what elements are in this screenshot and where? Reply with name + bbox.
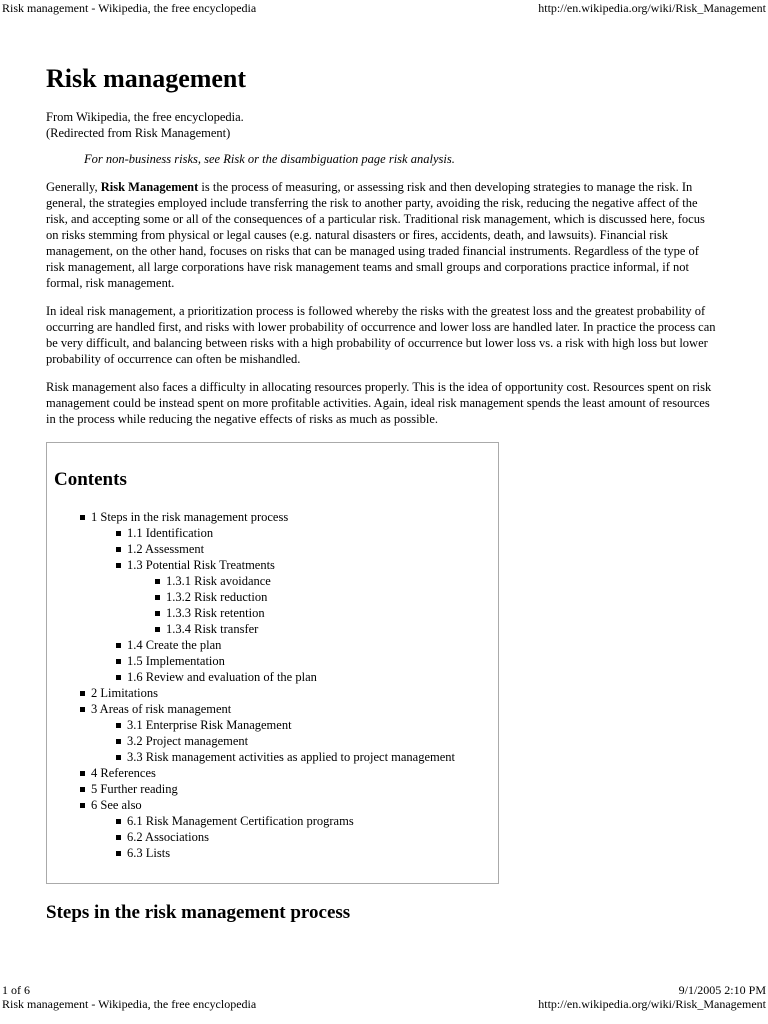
bullet-icon xyxy=(116,531,121,536)
toc-item-label[interactable]: 1.3.4 Risk transfer xyxy=(166,622,259,636)
bullet-icon xyxy=(116,547,121,552)
bullet-icon xyxy=(80,515,85,520)
bullet-icon xyxy=(80,707,85,712)
bullet-icon xyxy=(80,787,85,792)
print-header xyxy=(2,1,766,15)
bullet-icon xyxy=(116,563,121,568)
toc-item-label[interactable]: 5 Further reading xyxy=(91,782,178,796)
paragraph-3: Risk management also faces a difficulty in allocating resources properly. This is the idea of opportunity cost. Resources spent on risk management could be instead spent on more profitable activities. Again, ideal risk management spends the least amount of resources in the process while reducing the negative effects of risks as much as possible. xyxy=(46,380,712,426)
toc-item-label[interactable]: 3.2 Project management xyxy=(127,734,249,748)
toc-item[interactable] xyxy=(54,557,498,573)
bullet-icon xyxy=(116,659,121,664)
toc-item-label[interactable]: 1.2 Assessment xyxy=(127,542,205,556)
print-footer-bottom xyxy=(2,997,766,1011)
toc-item[interactable] xyxy=(54,733,498,749)
toc-item[interactable] xyxy=(54,845,498,861)
print-footer-top xyxy=(2,983,766,997)
toc-item[interactable] xyxy=(54,573,498,589)
toc-item[interactable] xyxy=(54,621,498,637)
toc-item-label[interactable]: 1.3.2 Risk reduction xyxy=(166,590,268,604)
print-header-title: Risk management - Wikipedia, the free encyclopedia xyxy=(2,1,257,15)
toc-item-label[interactable]: 1.3 Potential Risk Treatments xyxy=(127,558,275,572)
page-title: Risk management xyxy=(46,64,247,93)
bullet-icon xyxy=(116,739,121,744)
toc-item[interactable] xyxy=(54,653,498,669)
bullet-icon xyxy=(155,611,160,616)
toc-item[interactable] xyxy=(54,813,498,829)
print-datetime: 9/1/2005 2:10 PM xyxy=(678,983,766,997)
toc-item-label[interactable]: 6.3 Lists xyxy=(127,846,171,860)
article xyxy=(46,62,720,925)
toc-item-label[interactable]: 4 References xyxy=(91,766,156,780)
toc-item[interactable] xyxy=(54,701,498,717)
toc-item-label[interactable]: 3 Areas of risk management xyxy=(91,702,232,716)
print-header-url[interactable]: http://en.wikipedia.org/wiki/Risk_Management xyxy=(538,1,766,15)
toc-list xyxy=(54,509,498,861)
toc-item-label[interactable]: 1.5 Implementation xyxy=(127,654,225,668)
from-wikipedia: From Wikipedia, the free encyclopedia. xyxy=(46,110,244,124)
toc-item-label[interactable]: 1.3.1 Risk avoidance xyxy=(166,574,271,588)
toc-item[interactable] xyxy=(54,829,498,845)
toc-item-label[interactable]: 6.2 Associations xyxy=(127,830,209,844)
toc-item-label[interactable]: 1.4 Create the plan xyxy=(127,638,222,652)
toc-item-label[interactable]: 3.3 Risk management activities as applied to project management xyxy=(127,750,456,764)
print-footer-title: Risk management - Wikipedia, the free encyclopedia xyxy=(2,997,257,1011)
toc-item[interactable] xyxy=(54,717,498,733)
toc-item[interactable] xyxy=(54,797,498,813)
toc-item[interactable] xyxy=(54,781,498,797)
toc-item[interactable] xyxy=(54,749,498,765)
toc-item-label[interactable]: 6.1 Risk Management Certification programs xyxy=(127,814,354,828)
toc-item-label[interactable]: 1 Steps in the risk management process xyxy=(91,510,289,524)
bullet-icon xyxy=(80,803,85,808)
toc-item-label[interactable]: 2 Limitations xyxy=(91,686,159,700)
bullet-icon xyxy=(155,627,160,632)
bullet-icon xyxy=(116,851,121,856)
bullet-icon xyxy=(116,755,121,760)
page-number: 1 of 6 xyxy=(2,983,30,997)
site-subtitle xyxy=(46,109,720,141)
bullet-icon xyxy=(80,691,85,696)
toc-item-label[interactable]: 1.1 Identification xyxy=(127,526,214,540)
lead-intro: Generally, xyxy=(46,180,101,194)
bullet-icon xyxy=(116,675,121,680)
lead-paragraph xyxy=(46,179,720,291)
bullet-icon xyxy=(116,643,121,648)
hatnote: For non-business risks, see Risk or the disambiguation page risk analysis. xyxy=(84,152,455,166)
bullet-icon xyxy=(80,771,85,776)
toc-title: Contents xyxy=(54,469,127,490)
table-of-contents xyxy=(46,442,499,884)
lead-rest: is the process of measuring, or assessing risk and then developing strategies to manage the risk. In general, the strategies employed include transferring the risk to another party, avoiding the risk, reducing the negative affect of the risk, and accepting some or all of the consequences of a particular risk. Traditional risk management, which is discussed here, focus on risks stemming from physical or legal causes (e.g. natural disasters or fires, accidents, death, and lawsuits). Financial risk management, on the other hand, focuses on risks that can be managed using traded financial instruments. Regardless of the type of risk management, all large corporations have risk management teams and small groups and corporations practice informal, if not formal, risk management. xyxy=(46,180,705,290)
toc-item[interactable] xyxy=(54,685,498,701)
toc-item[interactable] xyxy=(54,525,498,541)
toc-item[interactable] xyxy=(54,765,498,781)
toc-item[interactable] xyxy=(54,509,498,525)
toc-item-label[interactable]: 1.6 Review and evaluation of the plan xyxy=(127,670,317,684)
bullet-icon xyxy=(116,819,121,824)
print-footer-url[interactable]: http://en.wikipedia.org/wiki/Risk_Management xyxy=(538,997,766,1011)
bullet-icon xyxy=(155,579,160,584)
bullet-icon xyxy=(155,595,160,600)
toc-item[interactable] xyxy=(54,669,498,685)
toc-item[interactable] xyxy=(54,541,498,557)
toc-item-label[interactable]: 6 See also xyxy=(91,798,142,812)
bullet-icon xyxy=(116,723,121,728)
bullet-icon xyxy=(116,835,121,840)
toc-item[interactable] xyxy=(54,637,498,653)
toc-item[interactable] xyxy=(54,605,498,621)
redirect-note: (Redirected from Risk Management) xyxy=(46,126,231,140)
toc-item[interactable] xyxy=(54,589,498,605)
paragraph-2: In ideal risk management, a prioritization process is followed whereby the risks with the greatest loss and the greatest probability of occurring are handled first, and risks with lower probability of occurrence and lower loss are handled later. In practice the process can be very difficult, and balancing between risks with a high probability of occurrence but lower loss vs. a risk with high loss but lower probability of occurrence can often be mishandled. xyxy=(46,304,716,366)
section-heading: Steps in the risk management process xyxy=(46,902,351,923)
toc-item-label[interactable]: 1.3.3 Risk retention xyxy=(166,606,265,620)
lead-bold-term: Risk Management xyxy=(100,180,199,194)
toc-item-label[interactable]: 3.1 Enterprise Risk Management xyxy=(127,718,292,732)
